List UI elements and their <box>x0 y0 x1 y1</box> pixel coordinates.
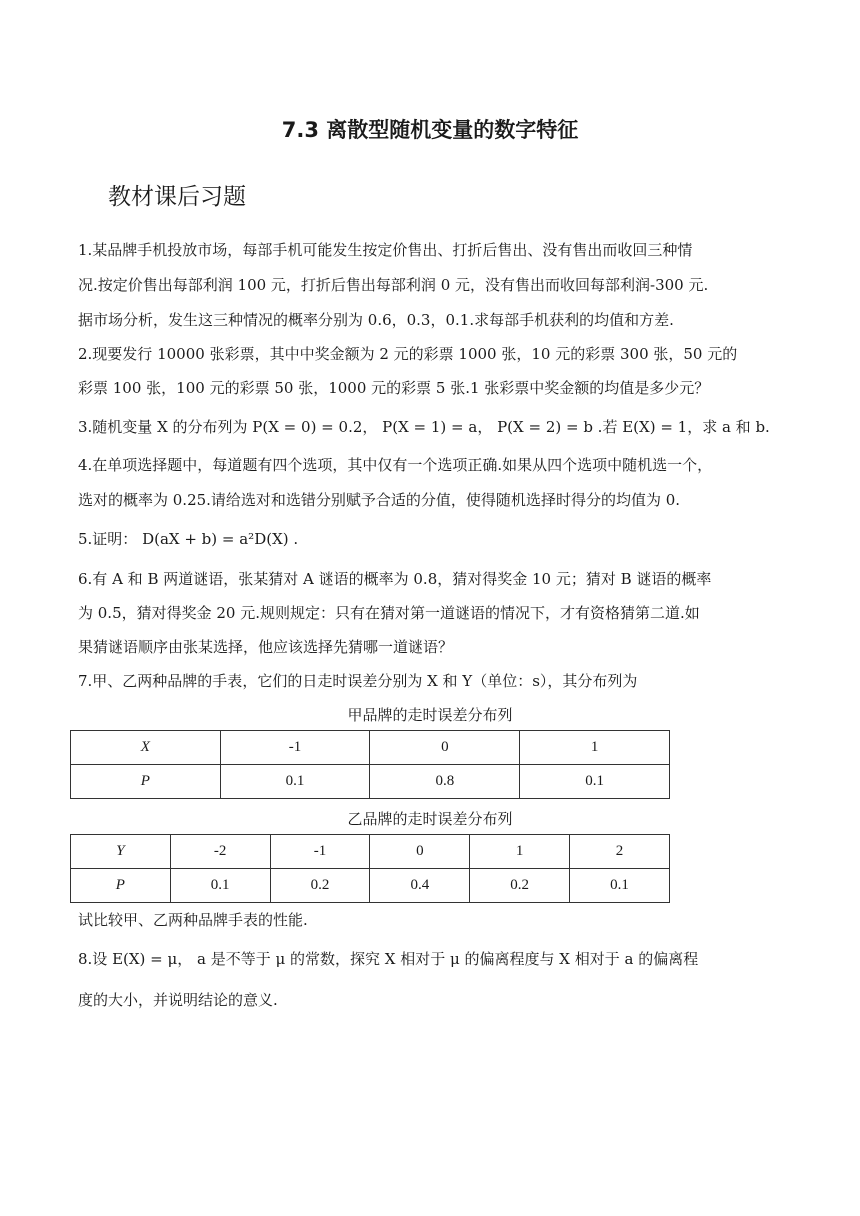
table-row <box>71 765 670 799</box>
table-jia <box>70 730 670 799</box>
problem-8-line-1: 8.设 E(X) = μ， a 是不等于 μ 的常数，探究 X 相对于 μ 的偏离程度与 X 相对于 a 的偏离程 <box>78 950 699 968</box>
table-cell: 1 <box>470 835 570 869</box>
table-cell: Y <box>71 835 171 869</box>
problem-1-line-1: 1.某品牌手机投放市场，每部手机可能发生按定价售出、打折后售出、没有售出而收回三种情 <box>78 241 693 259</box>
table-cell: 1 <box>520 731 670 765</box>
table-cell: 0 <box>370 835 470 869</box>
problem-8-line-2: 度的大小，并说明结论的意义. <box>78 991 278 1009</box>
problem-7-after: 试比较甲、乙两种品牌手表的性能. <box>78 911 308 929</box>
problem-7-line-1: 7.甲、乙两种品牌的手表，它们的日走时误差分别为 X 和 Y（单位：s），其分布列为 <box>78 672 638 690</box>
problem-1-line-3: 据市场分析，发生这三种情况的概率分别为 0.6，0.3，0.1.求每部手机获利的均值和方差. <box>78 311 674 329</box>
table-cell: 0.1 <box>570 869 670 903</box>
table-yi <box>70 834 670 903</box>
table-cell: 0 <box>370 731 520 765</box>
table-cell: X <box>71 731 221 765</box>
table-row <box>71 869 670 903</box>
table-cell: 0.1 <box>220 765 370 799</box>
section-heading: 教材课后习题 <box>108 184 246 210</box>
table-cell: 0.2 <box>270 869 370 903</box>
problem-4-line-2: 选对的概率为 0.25.请给选对和选错分别赋予合适的分值，使得随机选择时得分的均值为 0. <box>78 491 681 509</box>
table-row <box>71 835 670 869</box>
problem-4-line-1: 4.在单项选择题中，每道题有四个选项，其中仅有一个选项正确.如果从四个选项中随机选一个， <box>78 456 713 474</box>
problem-6-line-3: 果猜谜语顺序由张某选择，他应该选择先猜哪一道谜语？ <box>78 638 454 656</box>
problem-1-line-2: 况.按定价售出每部利润 100 元，打折后售出每部利润 0 元，没有售出而收回每部利润-300 元. <box>78 276 709 294</box>
table-cell: P <box>71 765 221 799</box>
problem-2-line-1: 2.现要发行 10000 张彩票，其中中奖金额为 2 元的彩票 1000 张，10 元的彩票 300 张，50 元的 <box>78 345 738 363</box>
problem-6-line-1: 6.有 A 和 B 两道谜语，张某猜对 A 谜语的概率为 0.8，猜对得奖金 10 元；猜对 B 谜语的概率 <box>78 570 712 588</box>
table-cell: 0.1 <box>170 869 270 903</box>
page-title: 7.3 离散型随机变量的数字特征 <box>281 118 579 142</box>
table-cell: 0.4 <box>370 869 470 903</box>
problem-5-line-1: 5.证明： D(aX + b) = a²D(X) . <box>78 530 299 548</box>
table-jia-caption: 甲品牌的走时误差分布列 <box>347 706 513 724</box>
problem-2-line-2: 彩票 100 张，100 元的彩票 50 张，1000 元的彩票 5 张.1 张彩票中奖金额的均值是多少元？ <box>78 379 710 397</box>
table-cell: 0.2 <box>470 869 570 903</box>
problem-3-line-1: 3.随机变量 X 的分布列为 P(X = 0) = 0.2， P(X = 1) = a， P(X = 2) = b .若 E(X) = 1，求 a 和 b. <box>78 418 770 436</box>
table-cell: -1 <box>270 835 370 869</box>
table-row <box>71 731 670 765</box>
table-cell: 0.8 <box>370 765 520 799</box>
table-cell: 0.1 <box>520 765 670 799</box>
table-cell: P <box>71 869 171 903</box>
table-yi-caption: 乙品牌的走时误差分布列 <box>347 810 513 828</box>
problem-6-line-2: 为 0.5，猜对得奖金 20 元.规则规定：只有在猜对第一道谜语的情况下，才有资格猜第二道.如 <box>78 604 700 622</box>
table-cell: 2 <box>570 835 670 869</box>
table-cell: -1 <box>220 731 370 765</box>
table-cell: -2 <box>170 835 270 869</box>
